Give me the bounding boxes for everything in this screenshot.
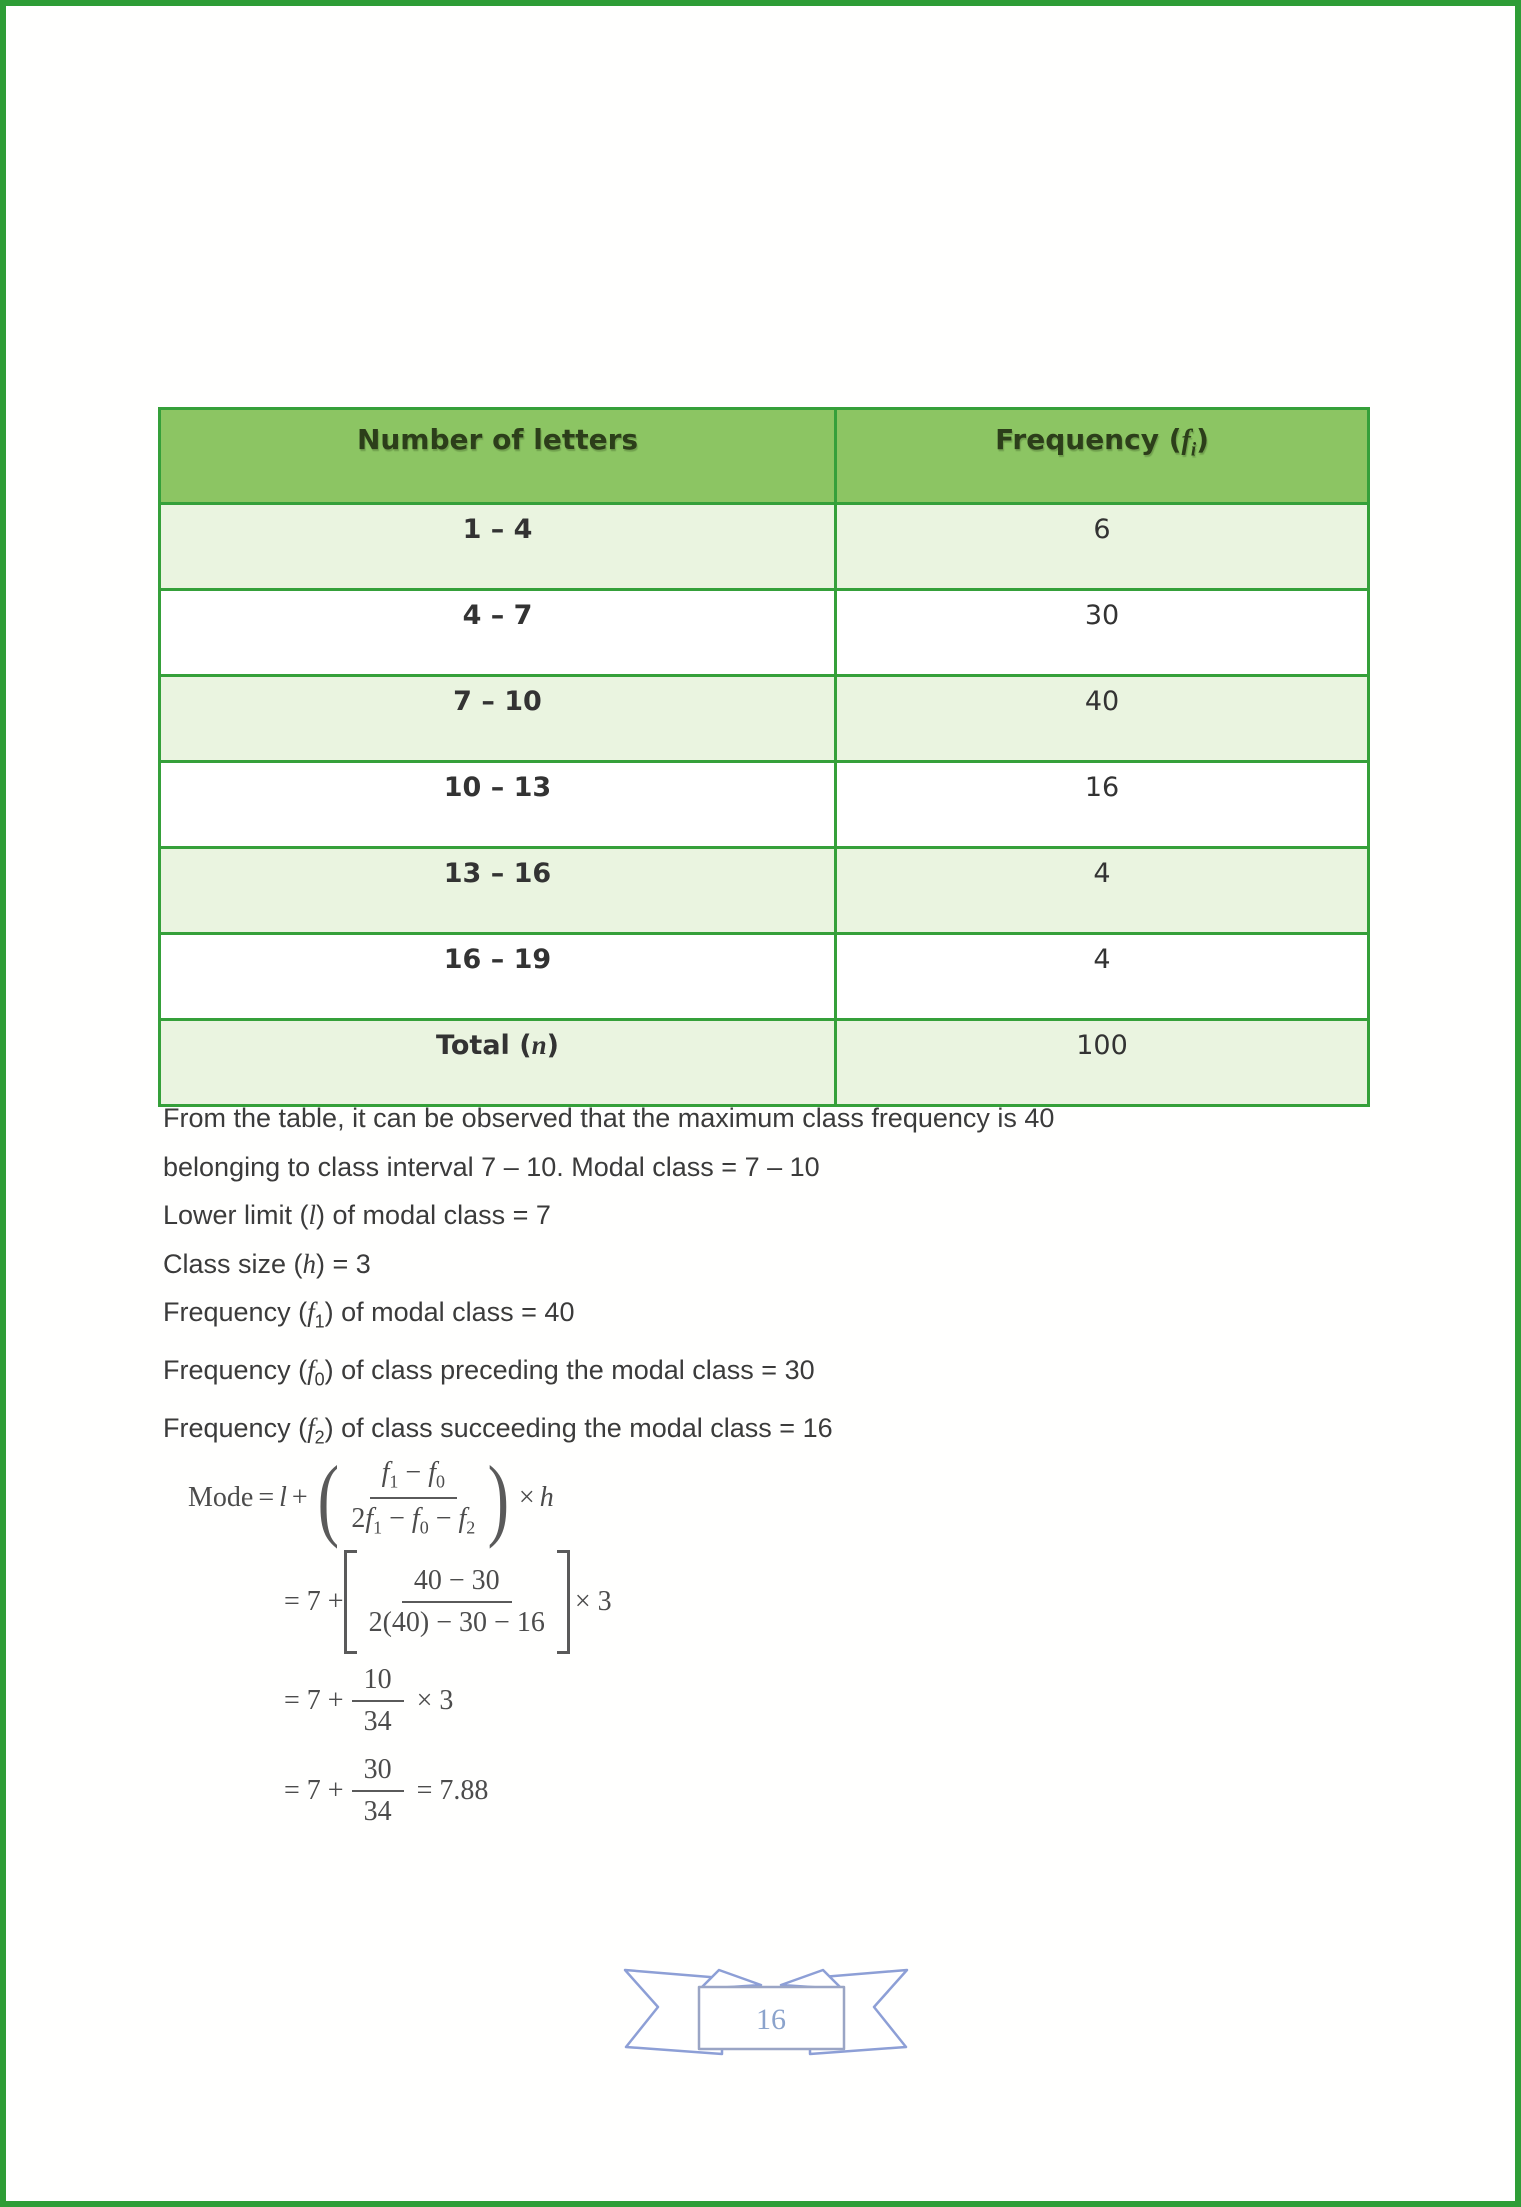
body-line-lower-limit [163, 1191, 1054, 1240]
var-f0: f [307, 1355, 315, 1386]
lower-limit-text: Lower limit ( [163, 1200, 309, 1231]
frequency-cell: 30 [836, 590, 1369, 676]
freq-modal-value: ) of modal class = 40 [324, 1297, 575, 1328]
frequency-symbol: f [1181, 425, 1191, 456]
total-label-text: Total ( [436, 1030, 532, 1061]
freq-preceding-text: Frequency ( [163, 1355, 308, 1386]
table-row [160, 590, 1369, 676]
body-line-freq-preceding [163, 1346, 1054, 1404]
page-number: 16 [756, 2003, 786, 2036]
minus-sign: − [435, 1503, 452, 1534]
sub-1: 1 [373, 1517, 383, 1538]
equals-sign: = [258, 1482, 275, 1513]
var-h: h [302, 1248, 317, 1279]
body-line-observation-2: belonging to class interval 7 – 10. Modal class = 7 – 10 [163, 1151, 820, 1182]
fraction-numerator [370, 1457, 457, 1499]
mode-label: Mode [188, 1482, 254, 1513]
substitution-fraction [369, 1565, 545, 1639]
var-f: f [365, 1503, 374, 1534]
substitution-step [284, 1546, 617, 1658]
col-header-frequency [836, 409, 1369, 504]
total-label-close: ) [546, 1030, 559, 1061]
var-f1-subscript: 1 [314, 1311, 325, 1332]
class-size-text: Class size ( [163, 1248, 303, 1279]
frequency-header-close: ) [1196, 423, 1209, 456]
freq-modal-text: Frequency ( [163, 1297, 308, 1328]
frequency-header-text: Frequency ( [995, 423, 1182, 456]
table-row [160, 762, 1369, 848]
fraction-denominator [351, 1499, 475, 1539]
freq-succeeding-text: Frequency ( [163, 1413, 308, 1444]
frequency-cell: 4 [836, 848, 1369, 934]
step-lead: = 7 + [284, 1685, 344, 1716]
class-interval-cell: 10 – 13 [160, 762, 836, 848]
sub-2: 2 [466, 1517, 476, 1538]
var-f: f [428, 1457, 436, 1489]
open-paren: ( [317, 1446, 339, 1549]
var-f0-subscript: 0 [314, 1369, 325, 1390]
minus-sign: − [389, 1503, 405, 1534]
body-line-freq-modal [163, 1288, 1054, 1346]
total-n-symbol: n [531, 1030, 547, 1060]
sub-0: 0 [435, 1472, 445, 1492]
formula-fraction [351, 1457, 475, 1538]
minus-sign: − [405, 1457, 422, 1489]
table-row [160, 848, 1369, 934]
times-sign: × [518, 1482, 535, 1513]
var-f2: f [307, 1413, 315, 1444]
class-interval-cell: 7 – 10 [160, 676, 836, 762]
table-row [160, 934, 1369, 1020]
body-line-class-size [163, 1240, 1054, 1289]
result-value: = 7.88 [416, 1775, 489, 1806]
class-size-value: ) = 3 [316, 1248, 371, 1279]
fraction-numerator: 10 [352, 1664, 404, 1702]
sub-0: 0 [419, 1517, 429, 1538]
fraction-numerator: 30 [352, 1754, 404, 1792]
step-lead: = 7 + [284, 1775, 344, 1806]
fraction-denominator: 2(40) − 30 − 16 [368, 1607, 545, 1638]
var-f: f [458, 1503, 467, 1534]
class-interval-cell: 13 – 16 [160, 848, 836, 934]
frequency-cell: 4 [836, 934, 1369, 1020]
lower-limit-value: ) of modal class = 7 [316, 1200, 551, 1231]
result-step [284, 1749, 493, 1833]
var-f1: f [307, 1297, 315, 1328]
step-lead: = 7 + [284, 1586, 344, 1617]
fraction-denominator: 34 [363, 1796, 392, 1827]
simplified-fraction [352, 1664, 404, 1738]
var-f: f [381, 1457, 390, 1489]
table-total-row [160, 1020, 1369, 1106]
fraction-denominator: 34 [363, 1706, 392, 1737]
frequency-table [158, 407, 1370, 1107]
result-fraction [352, 1754, 404, 1828]
table-header-row [160, 409, 1369, 504]
frequency-subscript: i [1190, 439, 1197, 461]
step-tail: × 3 [574, 1586, 612, 1617]
solution-text [163, 1094, 1054, 1462]
coefficient-2: 2 [351, 1503, 366, 1534]
table-row [160, 504, 1369, 590]
page-number-banner [601, 1952, 931, 2087]
open-bracket [344, 1550, 357, 1654]
total-value-cell: 100 [836, 1020, 1369, 1106]
var-h: h [539, 1482, 554, 1513]
frequency-cell: 16 [836, 762, 1369, 848]
class-interval-cell: 1 – 4 [160, 504, 836, 590]
freq-preceding-value: ) of class preceding the modal class = 30 [324, 1355, 815, 1386]
plus-sign: + [291, 1482, 308, 1513]
frequency-cell: 6 [836, 504, 1369, 590]
var-f: f [411, 1503, 420, 1534]
var-f2-subscript: 2 [314, 1427, 325, 1448]
mode-formula [188, 1443, 554, 1553]
var-l: l [308, 1200, 317, 1231]
fraction-numerator: 40 − 30 [402, 1565, 512, 1603]
class-interval-cell: 4 – 7 [160, 590, 836, 676]
simplified-step [284, 1659, 458, 1743]
class-interval-cell: 16 – 19 [160, 934, 836, 1020]
step-tail: × 3 [416, 1685, 454, 1716]
var-l: l [279, 1482, 287, 1513]
table-row [160, 676, 1369, 762]
col-header-number-of-letters: Number of letters [160, 409, 836, 504]
frequency-cell: 40 [836, 676, 1369, 762]
freq-succeeding-value: ) of class succeeding the modal class = 16 [324, 1413, 833, 1444]
body-line-observation-1: From the table, it can be observed that the maximum class frequency is 40 [163, 1103, 1055, 1133]
sub-1: 1 [389, 1472, 399, 1492]
close-bracket [557, 1550, 570, 1654]
close-paren: ) [487, 1446, 510, 1549]
total-label-cell [160, 1020, 836, 1106]
